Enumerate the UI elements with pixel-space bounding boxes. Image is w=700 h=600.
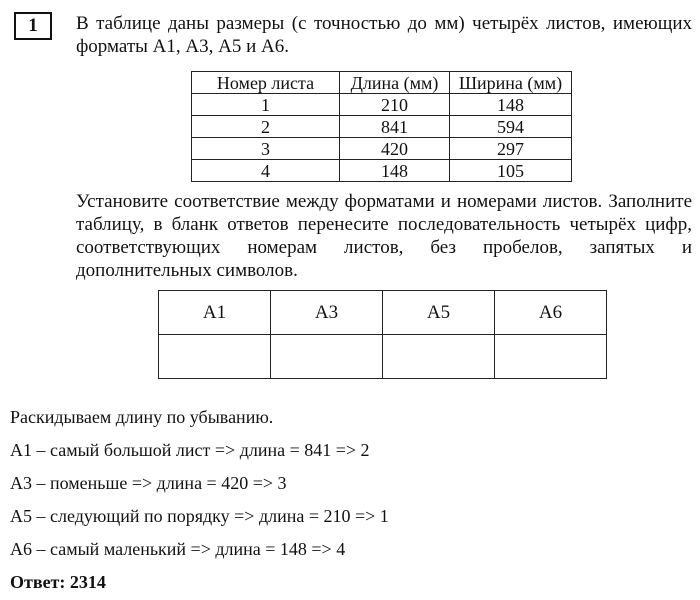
table-row: [192, 94, 572, 116]
table-row: [192, 160, 572, 182]
solution-line: Раскидываем длину по убыванию.: [10, 407, 274, 427]
cell-width: 105: [450, 160, 572, 182]
answer-input-row: [159, 335, 607, 379]
cell-length: 148: [340, 160, 450, 182]
answer-header-a1: А1: [159, 291, 271, 335]
cell-length: 210: [340, 94, 450, 116]
cell-length: 420: [340, 138, 450, 160]
header-width: Ширина (мм): [450, 72, 572, 94]
task-number-box: 1: [14, 12, 52, 40]
answer-cell-a3[interactable]: [271, 335, 383, 379]
task-instructions-text: Установите соответствие между форматами и номерами листов. Заполните таблицу, в бланк ответов перенесите последовательность четырёх цифр, соответствующих номерам листов, без пробелов, запятых и дополнительных символов.: [76, 191, 692, 281]
table-header-row: [192, 72, 572, 94]
answer-header-row: [159, 291, 607, 335]
final-answer: Ответ: 2314: [10, 572, 106, 592]
answer-cell-a1[interactable]: [159, 335, 271, 379]
cell-sheet-number: 2: [192, 116, 340, 138]
solution-line: А5 – следующий по порядку => длина = 210 => 1: [10, 506, 389, 526]
cell-width: 297: [450, 138, 572, 160]
solution-line: А1 – самый большой лист => длина = 841 => 2: [10, 440, 370, 460]
solution-block: [10, 404, 690, 595]
header-sheet-number: Номер листа: [192, 72, 340, 94]
solution-line: А6 – самый маленький => длина = 148 => 4: [10, 539, 346, 559]
table-row: [192, 138, 572, 160]
cell-width: 148: [450, 94, 572, 116]
header-length: Длина (мм): [340, 72, 450, 94]
cell-width: 594: [450, 116, 572, 138]
answer-header-a6: А6: [495, 291, 607, 335]
cell-sheet-number: 1: [192, 94, 340, 116]
answer-header-a5: А5: [383, 291, 495, 335]
answer-cell-a5[interactable]: [383, 335, 495, 379]
solution-line: А3 – поменьше => длина = 420 => 3: [10, 473, 287, 493]
table-row: [192, 116, 572, 138]
cell-sheet-number: 4: [192, 160, 340, 182]
answer-table: [158, 290, 607, 379]
answer-header-a3: А3: [271, 291, 383, 335]
answer-cell-a6[interactable]: [495, 335, 607, 379]
cell-length: 841: [340, 116, 450, 138]
task-intro-text: В таблице даны размеры (с точностью до мм) четырёх листов, имеющих форматы А1, А3, А5 и А6.: [76, 13, 692, 57]
cell-sheet-number: 3: [192, 138, 340, 160]
sheet-sizes-table: [191, 71, 572, 182]
